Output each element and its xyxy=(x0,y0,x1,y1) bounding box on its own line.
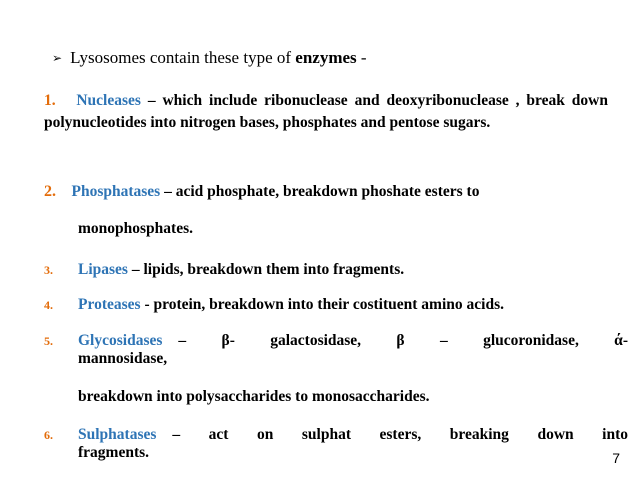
list-item-lipases xyxy=(44,261,404,279)
item-number: 6. xyxy=(44,428,53,442)
item-name: Nucleases xyxy=(76,92,141,109)
list-item-sulphatases xyxy=(44,426,628,472)
item-line xyxy=(78,426,628,444)
item-number: 4. xyxy=(44,298,53,312)
list-item-phosphatases xyxy=(44,183,479,201)
intro-text: Lysosomes contain these type of xyxy=(70,48,296,67)
item-text: – acid phosphate, breakdown phoshate esters to xyxy=(160,183,480,200)
item-number: 5. xyxy=(44,334,53,348)
item-name: Phosphatases xyxy=(71,183,161,200)
item-continuation: monophosphates. xyxy=(78,220,193,237)
item-name: Glycosidases xyxy=(78,332,163,349)
item-body xyxy=(78,426,628,462)
item-number: 2. xyxy=(44,183,56,200)
item-text-line2: mannosidase, xyxy=(78,350,168,367)
item-text: – β- galactosidase, β – glucoronidase, ά- xyxy=(178,332,628,349)
item-number: 3. xyxy=(44,263,53,277)
list-item-proteases xyxy=(44,296,504,314)
item-text: – which include ribonuclease and deoxyribonuclease , break down polynucleotides into nitrogen bases, phosphates and pentose sugars. xyxy=(44,92,608,131)
item-continuation: breakdown into polysaccharides to monosaccharides. xyxy=(78,388,430,405)
item-line xyxy=(78,332,628,350)
list-item-glycosidases xyxy=(44,332,628,378)
item-name: Proteases xyxy=(78,296,141,313)
item-body xyxy=(78,332,628,368)
item-number: 1. xyxy=(44,92,56,109)
page-number: 7 xyxy=(612,450,620,466)
item-text-line2: fragments. xyxy=(78,444,150,461)
intro-suffix: - xyxy=(356,48,367,67)
intro-bullet xyxy=(52,48,367,68)
item-name: Sulphatases xyxy=(78,426,157,443)
item-name: Lipases xyxy=(78,261,128,278)
item-text: – lipids, breakdown them into fragments. xyxy=(127,261,405,278)
intro-emphasis: enzymes xyxy=(295,48,357,67)
list-item-nucleases xyxy=(44,90,608,134)
item-text: - protein, breakdown into their costituent amino acids. xyxy=(140,296,504,313)
item-text: – act on sulphat esters, breaking down into xyxy=(172,426,628,443)
arrow-bullet-icon: ➢ xyxy=(52,51,63,65)
